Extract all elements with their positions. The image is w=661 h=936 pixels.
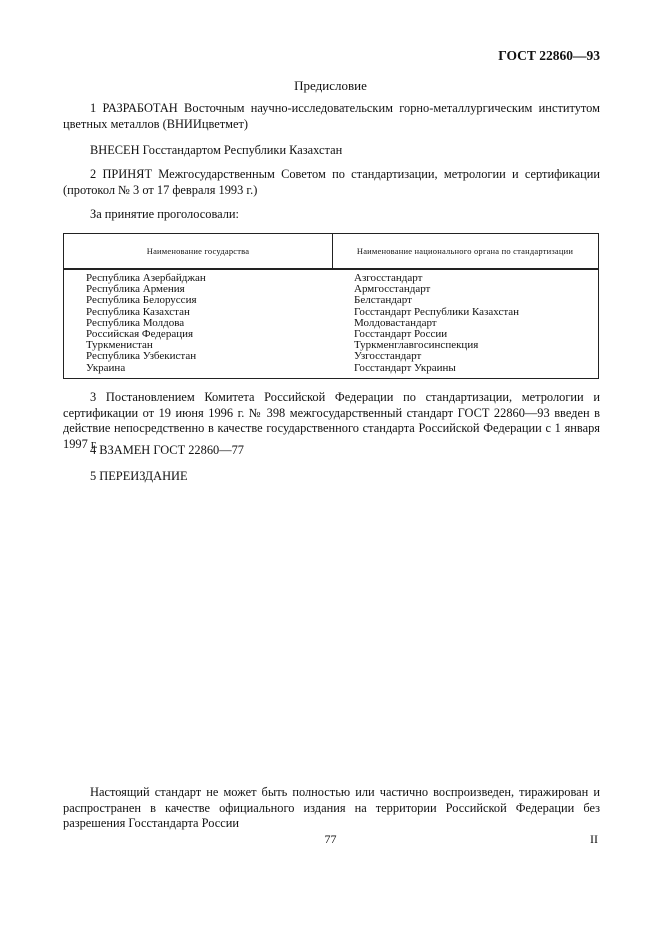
- paragraph-adopted: 2 ПРИНЯТ Межгосударственным Советом по стандартизации, метрологии и сертификации (протокол № 3 от 17 февраля 1993 г.): [63, 167, 600, 197]
- page-number: 77: [324, 832, 337, 846]
- table-cell-state: Республика Узбекистан: [86, 350, 197, 363]
- table-cell-state: Республика Армения: [86, 283, 185, 296]
- page-title: Предисловие: [294, 78, 367, 93]
- header-national-body: Наименование национального органа по стандартизации: [356, 246, 574, 256]
- table-cell-state: Украина: [86, 361, 126, 374]
- page-roman-numeral: II: [590, 832, 598, 846]
- table-cell-body: Армгосстандарт: [354, 283, 431, 296]
- table-cell-state: Республика Азербайджан: [86, 272, 206, 284]
- table-cell-body: Госстандарт Республики Казахстан: [354, 305, 520, 318]
- table-cell-body: Узгосстандарт: [354, 350, 422, 363]
- paragraph-voted: За принятие проголосовали:: [90, 207, 239, 221]
- table-header: [64, 234, 598, 270]
- table-cell-body: Туркменглавгосинспекция: [354, 339, 479, 352]
- paragraph-copyright: Настоящий стандарт не может быть полностью или частично воспроизведен, тиражирован и распространен в качестве официального издания на территории Российской Федерации без разрешения Госстандарта России: [63, 785, 600, 830]
- paragraph-reissue: 5 ПЕРЕИЗДАНИЕ: [90, 469, 188, 483]
- table-cell-state: Туркменистан: [86, 339, 153, 352]
- table-cell-state: Республика Белоруссия: [86, 294, 197, 307]
- standard-code: ГОСТ 22860—93: [498, 48, 600, 63]
- table-cell-body: Госстандарт Украины: [354, 361, 456, 374]
- table-cell-body: Азгосстандарт: [354, 272, 423, 284]
- table-cell-body: Госстандарт России: [354, 327, 448, 340]
- paragraph-resolution: 3 Постановлением Комитета Российской Федерации по стандартизации, метрологии и сертификации от 19 июня 1996 г. № 398 межгосударственный стандарт ГОСТ 22860—93 введен в действие непосредственно в качестве государственного стандарта Российской Федерации с 1 января 1997 г.: [63, 390, 600, 451]
- table-cell-body: Молдовастандарт: [354, 316, 437, 329]
- paragraph-developed: 1 РАЗРАБОТАН Восточным научно-исследовательским горно-металлургическим институтом цветных металлов (ВНИИцветмет): [63, 101, 600, 131]
- header-state: Наименование государства: [146, 246, 250, 256]
- table-cell-state: Республика Казахстан: [86, 305, 190, 318]
- table-cell-body: Белстандарт: [354, 294, 412, 307]
- voting-table: [63, 233, 599, 379]
- column-states: [86, 273, 206, 374]
- paragraph-replaces: 4 ВЗАМЕН ГОСТ 22860—77: [90, 443, 244, 457]
- table-cell-state: Республика Молдова: [86, 316, 185, 329]
- column-bodies: [354, 273, 519, 374]
- paragraph-introduced: ВНЕСЕН Госстандартом Республики Казахстан: [90, 143, 343, 157]
- table-cell-state: Российская Федерация: [86, 327, 194, 340]
